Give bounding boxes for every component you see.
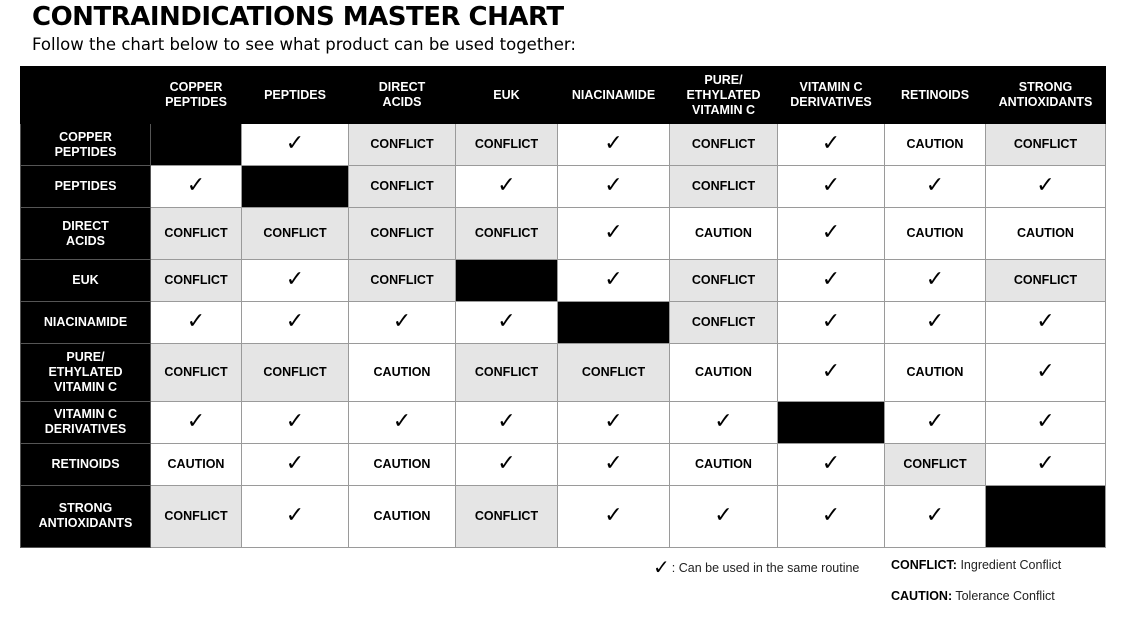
check-icon: ✓ xyxy=(604,407,623,433)
self-pair-cell xyxy=(242,166,349,208)
check-icon: ✓ xyxy=(821,449,841,475)
conflict-cell: CONFLICT xyxy=(242,208,349,260)
check-icon: ✓ xyxy=(285,449,305,475)
caution-cell: CAUTION xyxy=(986,208,1106,260)
check-icon: ✓ xyxy=(285,407,305,433)
self-pair-cell xyxy=(558,302,670,344)
legend-caution-key: CAUTION: xyxy=(891,589,953,603)
check-icon: ✓ xyxy=(714,501,733,527)
compatible-cell xyxy=(242,443,349,485)
legend-check-text: : Can be used in the same routine xyxy=(671,561,860,575)
table-row xyxy=(21,166,1106,208)
compatible-cell xyxy=(986,443,1106,485)
check-icon: ✓ xyxy=(497,308,516,334)
check-icon: ✓ xyxy=(285,308,305,334)
conflict-cell: CONFLICT xyxy=(986,124,1106,166)
legend-conflict-key: CONFLICT: xyxy=(891,558,957,572)
check-icon: ✓ xyxy=(285,266,305,292)
conflict-cell: CONFLICT xyxy=(349,260,456,302)
compatible-cell xyxy=(151,302,242,344)
conflict-cell: CONFLICT xyxy=(456,208,558,260)
row-header-direct-acids: DIRECT ACIDS xyxy=(21,208,151,260)
caution-cell: CAUTION xyxy=(885,344,986,401)
compatible-cell xyxy=(456,166,558,208)
compatible-cell xyxy=(558,166,670,208)
compatible-cell xyxy=(242,302,349,344)
conflict-cell: CONFLICT xyxy=(670,166,778,208)
self-pair-cell xyxy=(151,124,242,166)
conflict-cell: CONFLICT xyxy=(670,302,778,344)
column-header-niacinamide: NIACINAMIDE xyxy=(558,67,670,124)
check-icon: ✓ xyxy=(285,130,305,156)
compatible-cell xyxy=(558,401,670,443)
check-icon: ✓ xyxy=(392,407,412,433)
compatible-cell xyxy=(986,166,1106,208)
check-icon: ✓ xyxy=(285,501,305,527)
conflict-cell: CONFLICT xyxy=(349,166,456,208)
compatible-cell xyxy=(349,401,456,443)
column-header-euk: EUK xyxy=(456,67,558,124)
self-pair-cell xyxy=(986,485,1106,547)
caution-cell: CAUTION xyxy=(670,344,778,401)
check-icon: ✓ xyxy=(604,449,623,475)
column-header-pure-ethylated-vitamin-c: PURE/ ETHYLATED VITAMIN C xyxy=(670,67,778,124)
caution-cell: CAUTION xyxy=(885,124,986,166)
conflict-cell: CONFLICT xyxy=(349,208,456,260)
conflict-cell: CONFLICT xyxy=(151,344,242,401)
compatible-cell xyxy=(778,124,885,166)
column-header-retinoids: RETINOIDS xyxy=(885,67,986,124)
compatible-cell xyxy=(456,443,558,485)
column-header-strong-antioxidants: STRONG ANTIOXIDANTS xyxy=(986,67,1106,124)
row-header-euk: EUK xyxy=(21,260,151,302)
check-icon: ✓ xyxy=(1036,308,1055,334)
conflict-cell: CONFLICT xyxy=(456,124,558,166)
check-icon: ✓ xyxy=(821,501,841,527)
check-icon: ✓ xyxy=(714,407,733,433)
caution-cell: CAUTION xyxy=(151,443,242,485)
check-icon: ✓ xyxy=(821,308,841,334)
column-header-copper-peptides: COPPER PEPTIDES xyxy=(151,67,242,124)
table-row xyxy=(21,124,1106,166)
check-icon: ✓ xyxy=(925,172,945,198)
table-row xyxy=(21,208,1106,260)
compatible-cell xyxy=(885,166,986,208)
legend-caution-text: Tolerance Conflict xyxy=(952,589,1055,603)
column-header-vitamin-c-derivatives: VITAMIN C DERIVATIVES xyxy=(778,67,885,124)
compatible-cell xyxy=(670,485,778,547)
compatible-cell xyxy=(986,401,1106,443)
conflict-cell: CONFLICT xyxy=(456,344,558,401)
row-header-pure-ethylated-vitamin-c: PURE/ ETHYLATED VITAMIN C xyxy=(21,344,151,401)
check-icon: ✓ xyxy=(925,266,945,292)
conflict-cell: CONFLICT xyxy=(885,443,986,485)
check-icon: ✓ xyxy=(1036,172,1055,198)
legend-conflict-text: Ingredient Conflict xyxy=(956,558,1062,572)
compatible-cell xyxy=(558,443,670,485)
check-icon: ✓ xyxy=(925,407,945,433)
compatible-cell xyxy=(885,401,986,443)
conflict-cell: CONFLICT xyxy=(242,344,349,401)
self-pair-cell xyxy=(778,401,885,443)
legend-check xyxy=(653,555,859,580)
check-icon: ✓ xyxy=(821,172,841,198)
check-icon: ✓ xyxy=(497,407,516,433)
compatible-cell xyxy=(558,485,670,547)
row-header-niacinamide: NIACINAMIDE xyxy=(21,302,151,344)
table-row xyxy=(21,260,1106,302)
chart-title: CONTRAINDICATIONS MASTER CHART xyxy=(32,2,564,32)
check-icon: ✓ xyxy=(821,130,841,156)
check-icon: ✓ xyxy=(186,407,206,433)
check-icon: ✓ xyxy=(821,266,841,292)
row-header-retinoids: RETINOIDS xyxy=(21,443,151,485)
conflict-cell: CONFLICT xyxy=(151,260,242,302)
compatible-cell xyxy=(986,302,1106,344)
compatible-cell xyxy=(242,124,349,166)
check-icon: ✓ xyxy=(925,501,945,527)
compatible-cell xyxy=(349,302,456,344)
check-icon: ✓ xyxy=(392,308,412,334)
check-icon: ✓ xyxy=(604,501,623,527)
check-icon: ✓ xyxy=(1036,358,1055,384)
conflict-cell: CONFLICT xyxy=(456,485,558,547)
check-icon: ✓ xyxy=(186,172,206,198)
compatible-cell xyxy=(778,208,885,260)
compatible-cell xyxy=(151,166,242,208)
caution-cell: CAUTION xyxy=(670,208,778,260)
compatible-cell xyxy=(885,302,986,344)
check-icon: ✓ xyxy=(653,557,670,579)
column-header-peptides: PEPTIDES xyxy=(242,67,349,124)
table-body xyxy=(21,124,1106,548)
compatible-cell xyxy=(456,401,558,443)
contraindications-table xyxy=(20,66,1106,548)
conflict-cell: CONFLICT xyxy=(151,485,242,547)
table-row xyxy=(21,302,1106,344)
caution-cell: CAUTION xyxy=(349,443,456,485)
caution-cell: CAUTION xyxy=(670,443,778,485)
conflict-cell: CONFLICT xyxy=(670,124,778,166)
compatible-cell xyxy=(778,443,885,485)
check-icon: ✓ xyxy=(821,219,841,245)
table-row xyxy=(21,443,1106,485)
compatible-cell xyxy=(456,302,558,344)
compatible-cell xyxy=(778,344,885,401)
table-row xyxy=(21,344,1106,401)
compatible-cell xyxy=(778,485,885,547)
check-icon: ✓ xyxy=(604,172,623,198)
check-icon: ✓ xyxy=(925,308,945,334)
compatible-cell xyxy=(242,401,349,443)
chart-subtitle: Follow the chart below to see what product can be used together: xyxy=(32,35,576,54)
caution-cell: CAUTION xyxy=(349,344,456,401)
conflict-cell: CONFLICT xyxy=(986,260,1106,302)
check-icon: ✓ xyxy=(604,266,623,292)
check-icon: ✓ xyxy=(497,172,516,198)
check-icon: ✓ xyxy=(604,219,623,245)
compatible-cell xyxy=(242,485,349,547)
check-icon: ✓ xyxy=(1036,407,1055,433)
compatible-cell xyxy=(885,485,986,547)
compatible-cell xyxy=(778,260,885,302)
row-header-copper-peptides: COPPER PEPTIDES xyxy=(21,124,151,166)
compatible-cell xyxy=(558,208,670,260)
row-header-strong-antioxidants: STRONG ANTIOXIDANTS xyxy=(21,485,151,547)
caution-cell: CAUTION xyxy=(885,208,986,260)
header-row xyxy=(21,67,1106,124)
row-header-peptides: PEPTIDES xyxy=(21,166,151,208)
check-icon: ✓ xyxy=(497,449,516,475)
corner-cell xyxy=(21,67,151,124)
compatible-cell xyxy=(778,166,885,208)
conflict-cell: CONFLICT xyxy=(670,260,778,302)
compatible-cell xyxy=(778,302,885,344)
column-header-direct-acids: DIRECT ACIDS xyxy=(349,67,456,124)
legend-caution xyxy=(891,589,1055,603)
check-icon: ✓ xyxy=(1036,449,1055,475)
compatible-cell xyxy=(558,124,670,166)
legend-conflict xyxy=(891,558,1061,572)
check-icon: ✓ xyxy=(186,308,206,334)
conflict-cell: CONFLICT xyxy=(349,124,456,166)
table-row xyxy=(21,485,1106,547)
compatible-cell xyxy=(885,260,986,302)
table-row xyxy=(21,401,1106,443)
conflict-cell: CONFLICT xyxy=(558,344,670,401)
self-pair-cell xyxy=(456,260,558,302)
caution-cell: CAUTION xyxy=(349,485,456,547)
compatible-cell xyxy=(558,260,670,302)
compatible-cell xyxy=(670,401,778,443)
compatible-cell xyxy=(986,344,1106,401)
conflict-cell: CONFLICT xyxy=(151,208,242,260)
compatible-cell xyxy=(151,401,242,443)
compatible-cell xyxy=(242,260,349,302)
check-icon: ✓ xyxy=(821,358,841,384)
row-header-vitamin-c-derivatives: VITAMIN C DERIVATIVES xyxy=(21,401,151,443)
check-icon: ✓ xyxy=(604,130,623,156)
